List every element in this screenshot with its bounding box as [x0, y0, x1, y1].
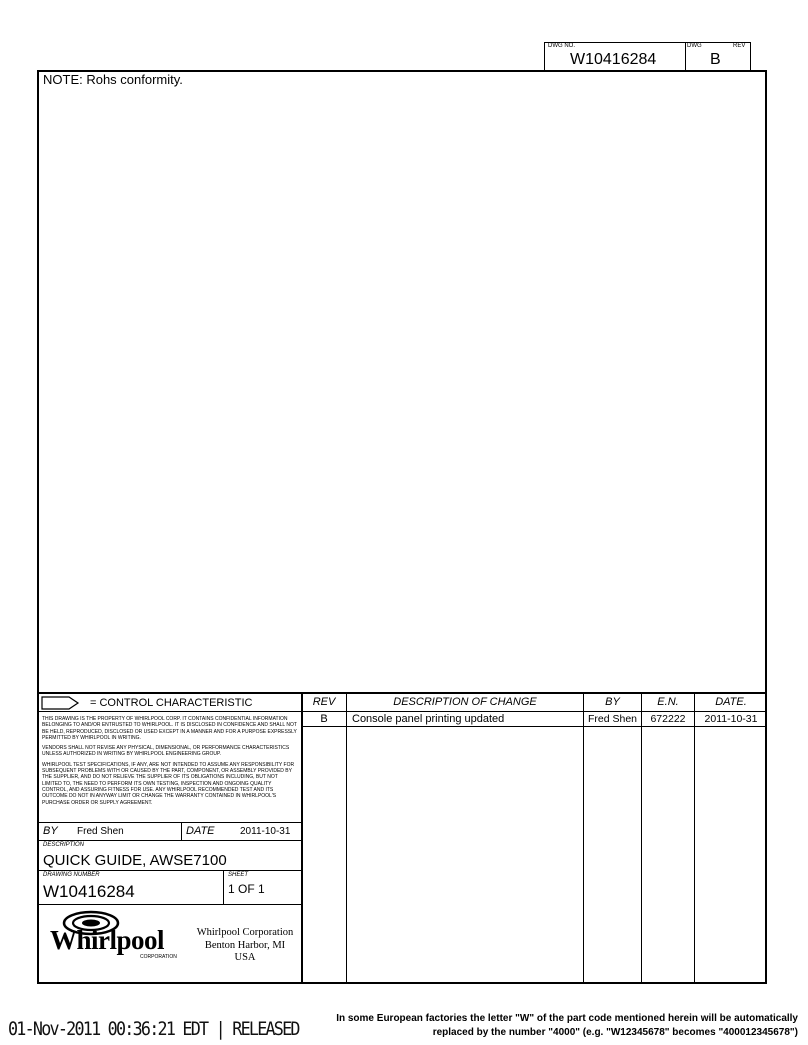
drawing-number-label: DRAWING NUMBER: [43, 872, 100, 878]
control-characteristic-label: = CONTROL CHARACTERISTIC: [90, 697, 253, 709]
rev-header: REV: [312, 696, 336, 708]
dwg-label: DWG: [687, 43, 702, 49]
sheet-value: 1 OF 1: [228, 882, 265, 896]
revision-date: 2011-10-31: [704, 713, 758, 725]
en-header: E.N.: [657, 696, 679, 708]
description-header: DESCRIPTION OF CHANGE: [393, 696, 537, 708]
date-header: DATE.: [715, 696, 747, 708]
date-label: DATE: [186, 825, 215, 837]
note-text: NOTE: Rohs conformity.: [43, 72, 183, 87]
dwg-number: W10416284: [570, 51, 657, 68]
control-characteristic-icon: [41, 694, 81, 712]
date-value: 2011-10-31: [240, 826, 291, 837]
description-label: DESCRIPTION: [43, 842, 85, 848]
by-label: BY: [43, 825, 58, 837]
european-notice: [300, 1012, 798, 1040]
dwg-rev: B: [710, 51, 721, 68]
legal-para-2: VENDORS SHALL NOT REVISE ANY PHYSICAL, DIMENSIONAL, OR PERFORMANCE CHARACTERISTICS UNLESS AUTHORIZED IN WRITING BY WHIRLPOOL ENGINEERING GROUP.: [42, 745, 290, 758]
legal-para-1: THIS DRAWING IS THE PROPERTY OF WHIRLPOOL CORP. IT CONTAINS CONFIDENTIAL INFORMATION BELONGING TO AND/OR ENTRUSTED TO WHIRLPOOL. IT IS DISCLOSED IN CONFIDENCE AND SHALL NOT BE HELD, REPRODUCED, DISCLOSED OR USED EXCEPT IN A MANNER AND FOR A PURPOSE EXPRESSLY PERMITTED BY WHIRLPOOL IN WRITING.: [42, 716, 297, 741]
revision-description: Console panel printing updated: [352, 713, 505, 725]
logo-subtext: CORPORATION: [140, 954, 177, 960]
company-city: Benton Harbor, MI: [204, 939, 286, 951]
sheet-label: SHEET: [228, 872, 249, 878]
description-value: QUICK GUIDE, AWSE7100: [43, 852, 227, 869]
by-value: Fred Shen: [77, 826, 124, 837]
revision-by: Fred Shen: [587, 713, 638, 725]
whirlpool-logo: [44, 910, 194, 978]
logo-text: Whirlpool: [50, 925, 165, 955]
dwg-no-label: DWG NO.: [548, 43, 575, 49]
company-name: Whirlpool Corporation: [196, 927, 294, 938]
drawing-number-value: W10416284: [43, 882, 135, 901]
company-address: [190, 927, 300, 965]
release-stamp: 01-Nov-2011 00:36:21 EDT | RELEASED: [8, 1018, 299, 1040]
company-country: USA: [234, 952, 256, 963]
legal-para-3: WHIRLPOOL TEST SPECIFICATIONS, IF ANY, ARE NOT INTENDED TO ASSUME ANY RESPONSIBILITY FOR SUBSEQUENT PROBLEMS WITH OR CAUSED BY THE PART, COMPONENT, OR ASSEMBLY PROVIDED BY THE SUPPLIER, AND DO NOT RELIEVE THE SUPPLIER OF ITS OBLIGATIONS INCLUDING, BUT NOT LIMITED TO, THE NEED TO PERFORM ITS OWN TESTING, INSPECTION AND ONGOING QUALITY CONTROL, AND ASSURING FITNESS FOR USE. ANY WHIRLPOOL RECOMMENDED TEST AND ITS OUTCOME DO NOT IN ANYWAY LIMIT OR CHANGE THE WARRANTY CONTAINED IN WHIRLPOOL'S PURCHASE ORDER OR SUPPLY AGREEMENT.: [42, 761, 295, 806]
legal-notice: [42, 716, 298, 806]
rev-label: REV: [733, 43, 746, 49]
drawing-frame: [37, 70, 767, 984]
revision-en: 672222: [650, 713, 686, 725]
notice-line-2: replaced by the number "4000" (e.g. "W12345678" becomes "400012345678"): [432, 1027, 798, 1038]
notice-line-1: In some European factories the letter "W" of the part code mentioned herein will be automatically: [336, 1013, 798, 1024]
revision-rev: B: [320, 713, 328, 725]
by-header: BY: [605, 696, 620, 708]
